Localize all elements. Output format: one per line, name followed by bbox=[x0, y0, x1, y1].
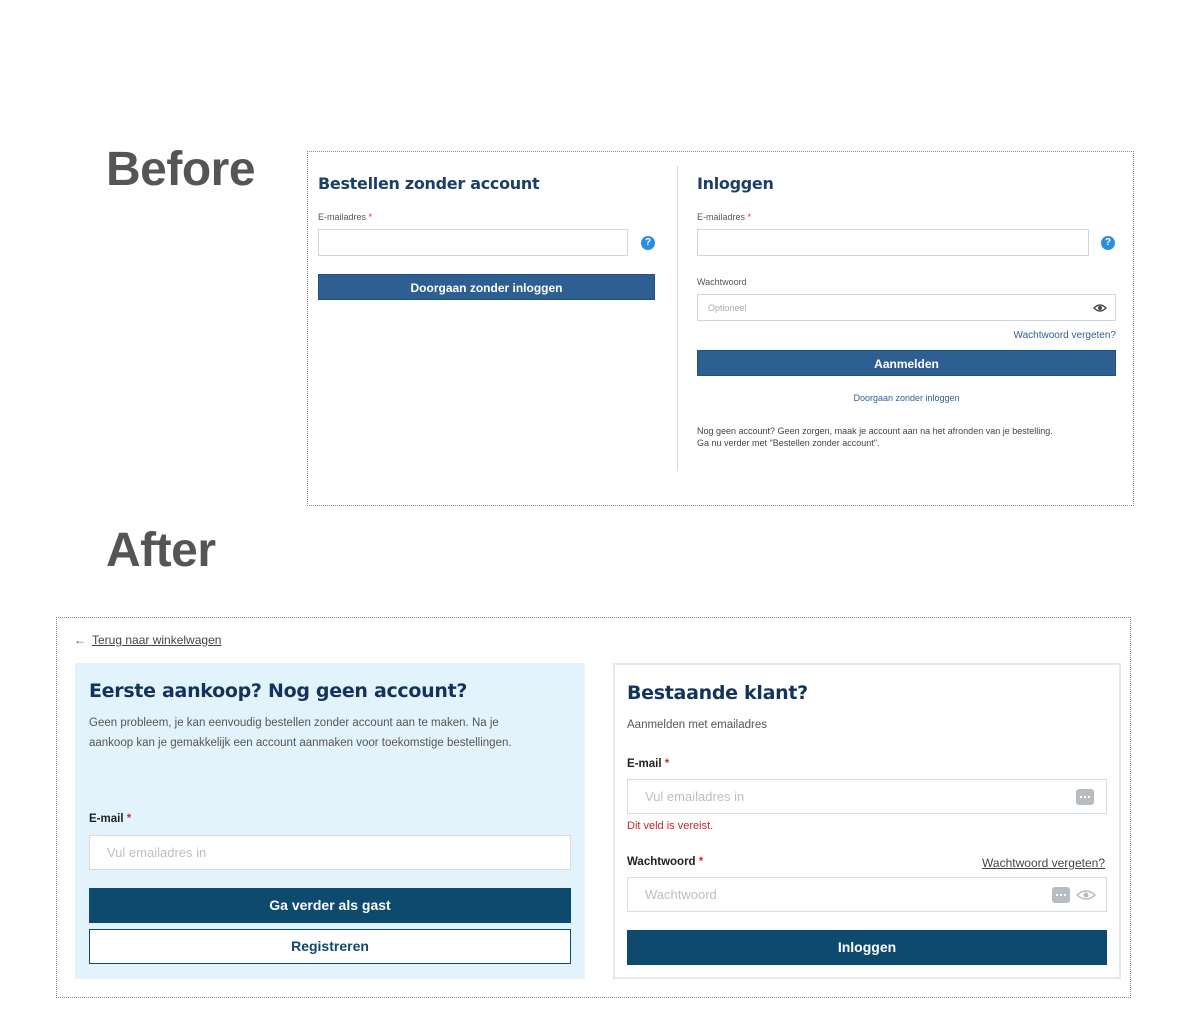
password-placeholder: Wachtwoord bbox=[645, 887, 717, 902]
email-error-message: Dit veld is vereist. bbox=[627, 820, 714, 832]
password-input[interactable] bbox=[697, 294, 1116, 321]
key-icon[interactable] bbox=[1052, 887, 1070, 903]
email-label: E-mailadres * bbox=[697, 212, 752, 222]
required-mark: * bbox=[368, 212, 373, 222]
guest-title: Eerste aankoop? Nog geen account? bbox=[89, 680, 468, 702]
password-label: Wachtwoord bbox=[697, 277, 747, 287]
back-to-cart-link[interactable]: ← Terug naar winkelwagen bbox=[74, 633, 222, 647]
login-button[interactable]: Aanmelden bbox=[697, 350, 1116, 376]
password-label: Wachtwoord * bbox=[627, 856, 704, 868]
after-screenshot bbox=[56, 617, 1131, 998]
password-placeholder: Optioneel bbox=[708, 303, 747, 313]
required-mark: * bbox=[698, 856, 704, 868]
guest-email-input[interactable] bbox=[89, 835, 571, 870]
guest-panel bbox=[75, 663, 585, 979]
login-title: Bestaande klant? bbox=[627, 682, 808, 704]
before-screenshot bbox=[307, 151, 1134, 506]
forgot-password-link[interactable]: Wachtwoord vergeten? bbox=[982, 856, 1105, 870]
back-arrow-icon: ← bbox=[74, 633, 86, 647]
required-mark: * bbox=[664, 758, 670, 770]
login-password-input[interactable] bbox=[627, 877, 1107, 912]
key-icon[interactable] bbox=[1076, 789, 1094, 805]
guest-description: Geen probleem, je kan eenvoudig bestellen zonder account aan te maken. Na je aankoop kan je gemakkelijk een account aanmaken voor toekomstige bestellingen. bbox=[89, 717, 512, 749]
register-button[interactable]: Registreren bbox=[89, 929, 571, 964]
email-placeholder: Vul emailadres in bbox=[645, 789, 745, 804]
login-button[interactable]: Inloggen bbox=[627, 930, 1107, 965]
forgot-password-link[interactable]: Wachtwoord vergeten? bbox=[1013, 330, 1116, 341]
login-title: Inloggen bbox=[697, 174, 774, 193]
eye-icon[interactable] bbox=[1093, 303, 1107, 313]
login-panel bbox=[613, 663, 1121, 979]
continue-without-login-link[interactable]: Doorgaan zonder inloggen bbox=[853, 393, 960, 403]
email-input[interactable] bbox=[318, 229, 628, 256]
login-subtitle: Aanmelden met emailadres bbox=[627, 719, 767, 731]
email-label: E-mailadres * bbox=[318, 212, 373, 222]
before-heading: Before bbox=[106, 143, 256, 196]
column-divider bbox=[677, 166, 678, 471]
help-icon[interactable]: ? bbox=[1101, 236, 1115, 250]
no-account-note: Nog geen account? Geen zorgen, maak je account aan na het afronden van je bestelling. Ga nu verder met "Bestellen zonder account". bbox=[697, 426, 1053, 448]
eye-icon[interactable] bbox=[1076, 889, 1096, 901]
continue-without-login-button[interactable]: Doorgaan zonder inloggen bbox=[318, 274, 655, 300]
required-mark: * bbox=[126, 813, 132, 825]
guest-continue-button[interactable]: Ga verder als gast bbox=[89, 888, 571, 923]
guest-checkout-title: Bestellen zonder account bbox=[318, 174, 540, 193]
email-label: E-mail * bbox=[627, 758, 670, 770]
email-input[interactable] bbox=[697, 229, 1089, 256]
email-label: E-mail * bbox=[89, 813, 132, 825]
help-icon[interactable]: ? bbox=[641, 236, 655, 250]
email-placeholder: Vul emailadres in bbox=[107, 845, 207, 860]
after-heading: After bbox=[106, 524, 216, 577]
required-mark: * bbox=[747, 212, 752, 222]
login-email-input[interactable] bbox=[627, 779, 1107, 814]
